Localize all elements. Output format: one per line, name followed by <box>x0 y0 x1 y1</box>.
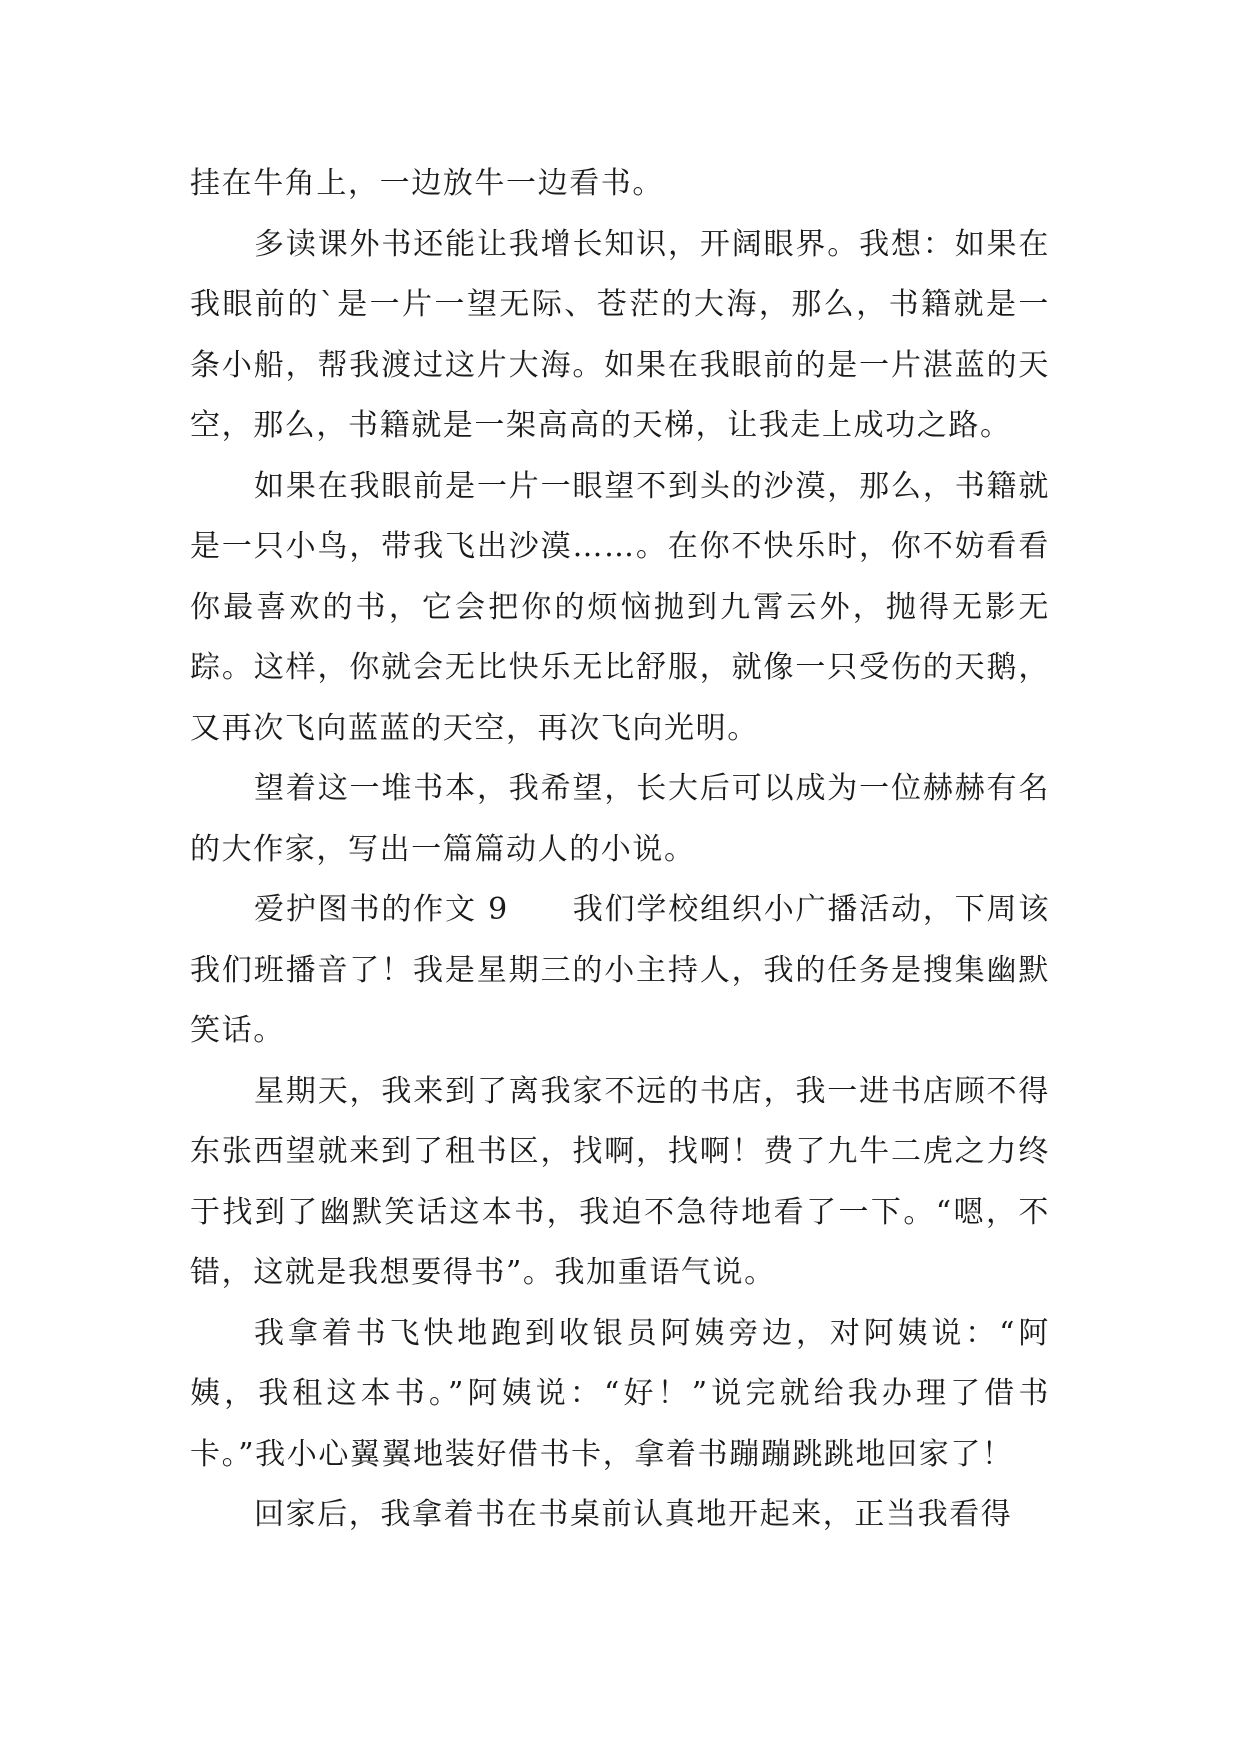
paragraph-3: 如果在我眼前是一片一眼望不到头的沙漠，那么，书籍就是一只小鸟，带我飞出沙漠……。在你不快乐时，你不妨看看你最喜欢的书，它会把你的烦恼抛到九霄云外，抛得无影无踪。这样，你就会无比快乐无比舒服，就像一只受伤的天鹅，又再次飞向蓝蓝的天空，再次飞向光明。 <box>190 468 1050 746</box>
paragraph-6: 星期天，我来到了离我家不远的书店，我一进书店顾不得东张西望就来到了租书区，找啊，找啊！费了九牛二虎之力终于找到了幽默笑话这本书，我迫不急待地看了一下。“嗯，不错，这就是我想要得书”。我加重语气说。 <box>190 1073 1050 1290</box>
document-body <box>190 154 1050 1546</box>
paragraph-8: 回家后，我拿着书在书桌前认真地开起来，正当我看得 <box>254 1497 1013 1532</box>
paragraph-2: 多读课外书还能让我增长知识，开阔眼界。我想：如果在我眼前的`是一片一望无际、苍茫的大海，那么，书籍就是一条小船，帮我渡过这片大海。如果在我眼前的是一片湛蓝的天空，那么，书籍就是一架高高的天梯，让我走上成功之路。 <box>190 226 1050 443</box>
paragraph-4: 望着这一堆书本，我希望，长大后可以成为一位赫赫有名的大作家，写出一篇篇动人的小说。 <box>190 771 1050 867</box>
paragraph-7: 我拿着书飞快地跑到收银员阿姨旁边，对阿姨说：“阿姨，我租这本书。”阿姨说：“好！”说完就给我办理了借书卡。”我小心翼翼地装好借书卡，拿着书蹦蹦跳跳地回家了！ <box>190 1315 1050 1472</box>
paragraph-5: 爱护图书的作文 9 我们学校组织小广播活动，下周该我们班播音了！我是星期三的小主持人，我的任务是搜集幽默笑话。 <box>190 892 1050 1048</box>
paragraph-1: 挂在牛角上，一边放牛一边看书。 <box>190 166 664 201</box>
